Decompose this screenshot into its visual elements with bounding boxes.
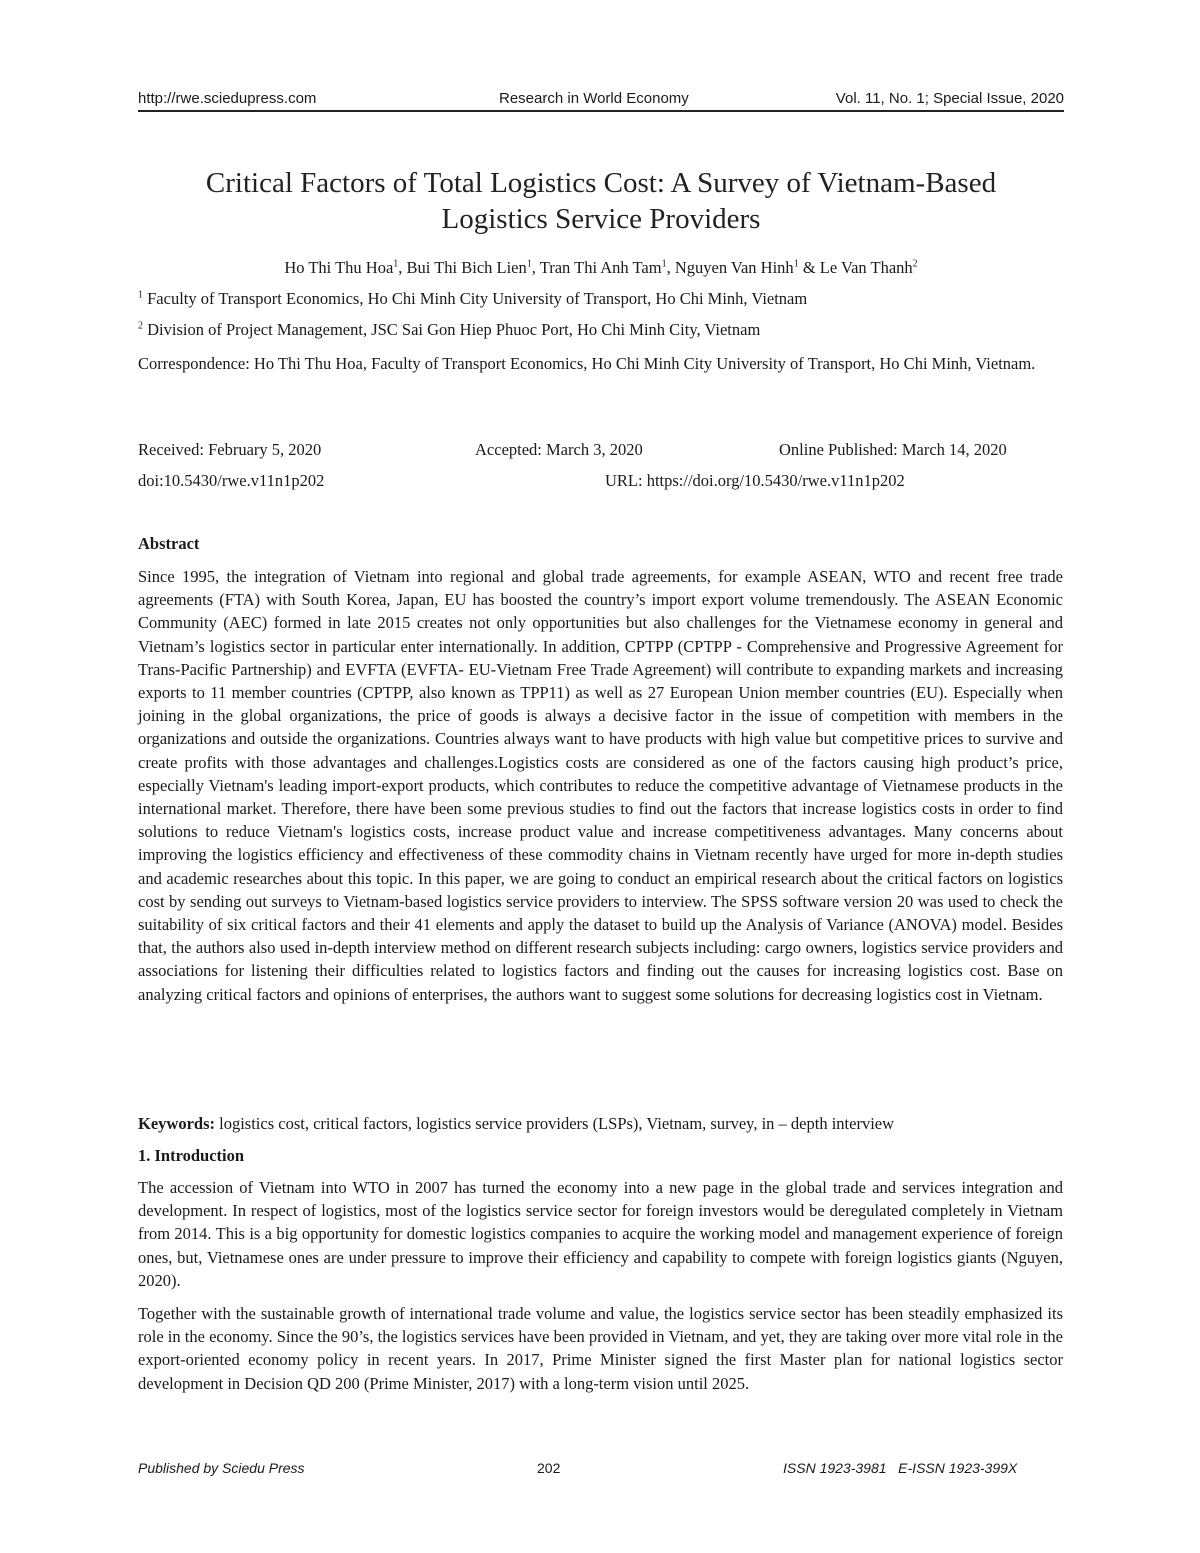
author-affil-mark: 1 xyxy=(661,258,667,270)
running-header xyxy=(138,88,1064,112)
affiliation-1 xyxy=(138,289,807,309)
correspondence: Correspondence: Ho Thi Thu Hoa, Faculty of Transport Economics, Ho Chi Minh City University of Transport, Ho Chi Minh, Vietnam. xyxy=(138,354,1036,373)
author-separator: , xyxy=(666,258,675,277)
author-separator: , xyxy=(398,258,407,277)
author-list xyxy=(138,258,1064,278)
keywords xyxy=(138,1114,894,1134)
author-affil-mark: 1 xyxy=(393,258,399,270)
author: Nguyen Van Hinh xyxy=(674,258,794,277)
affiliation-text: Division of Project Management, JSC Sai Gon Hiep Phuoc Port, Ho Chi Minh City, Vietnam xyxy=(143,320,761,339)
author: Le Van Thanh xyxy=(819,258,913,277)
footer-publisher: Published by Sciedu Press xyxy=(138,1460,305,1476)
author: Bui Thi Bich Lien xyxy=(406,258,527,277)
introduction-paragraph: The accession of Vietnam into WTO in 2007 has turned the economy into a new page in the global trade and services integration and development. In respect of logistics, most of the logistics service sector for foreign investors would be deregulated completely in Vietnam from 2014. This is a big opportunity for domestic logistics companies to acquire the working model and management experience of foreign ones, but, Vietnamese ones are under pressure to improve their efficiency and capability to compete with foreign logistics giants (Nguyen, 2020). xyxy=(138,1178,1063,1290)
received-date: Received: February 5, 2020 xyxy=(138,440,322,459)
page-number: 202 xyxy=(537,1460,561,1476)
accepted-date: Accepted: March 3, 2020 xyxy=(475,440,643,459)
abstract-text: Since 1995, the integration of Vietnam into regional and global trade agreements, for example ASEAN, WTO and recent free trade agreements (FTA) with South Korea, Japan, EU has boosted the country’s import export volume tremendously. The ASEAN Economic Community (AEC) formed in late 2015 creates not only opportunities but also challenges for the Vietnamese economy in general and Vietnam’s logistics sector in particular enter internationally. In addition, CPTPP (CPTPP - Comprehensive and Progressive Agreement for Trans-Pacific Partnership) and EVFTA (EVFTA- EU-Vietnam Free Trade Agreement) will contribute to expanding markets and increasing exports to 11 member countries (CPTPP, also known as TPP11) as well as 27 European Union member countries (EU). Especially when joining in the global organizations, the price of goods is always a decisive factor in the issue of competition with members in the organizations and outside the organizations. Countries always want to have products with high value but competitive prices to survive and create profits with those advantages and challenges.Logistics costs are considered as one of the factors causing high product’s price, especially Vietnam's leading import-export products, which contributes to reduce the competitive advantage of Vietnamese products in the international market. Therefore, there have been some previous studies to find out the factors that increase logistics costs in order to find solutions to reduce Vietnam's logistics costs, increase product value and increase competitiveness advantages. Many concerns about improving the logistics efficiency and effectiveness of these commodity chains in Vietnam recently have urged for more in-depth studies and academic researches about this topic. In this paper, we are going to conduct an empirical research about the critical factors on logistics cost by sending out surveys to Vietnam-based logistics service providers to interview. The SPSS software version 20 was used to check the suitability of six critical factors and their 41 elements and apply the dataset to build up the Analysis of Variance (ANOVA) model. Besides that, the authors also used in-depth interview method on different research subjects including: cargo owners, logistics service providers and associations for listening their difficulties related to logistics factors and finding out the causes for increasing logistics cost. Base on analyzing critical factors and opinions of enterprises, the authors want to suggest some solutions for decreasing logistics cost in Vietnam. xyxy=(138,567,1063,1004)
author-affil-mark: 1 xyxy=(526,258,532,270)
journal-url[interactable]: http://rwe.sciedupress.com xyxy=(138,90,317,107)
affiliation-mark: 2 xyxy=(138,320,143,332)
author-separator: & xyxy=(798,258,820,277)
published-date: Online Published: March 14, 2020 xyxy=(779,440,1007,459)
journal-name: Research in World Economy xyxy=(499,90,689,107)
footer-issn: ISSN 1923-3981 E-ISSN 1923-399X xyxy=(783,1460,1018,1476)
doi-url[interactable]: URL: https://doi.org/10.5430/rwe.v11n1p202 xyxy=(605,471,905,490)
keywords-list: logistics cost, critical factors, logistics service providers (LSPs), Vietnam, survey, in – depth interview xyxy=(215,1114,895,1133)
title-line-2: Logistics Service Providers xyxy=(441,203,761,235)
affiliation-text: Faculty of Transport Economics, Ho Chi Minh City University of Transport, Ho Chi Minh, Vietnam xyxy=(143,289,808,308)
title-line-1: Critical Factors of Total Logistics Cost: A Survey of Vietnam-Based xyxy=(205,167,997,199)
introduction-heading: 1. Introduction xyxy=(138,1146,245,1165)
abstract-heading: Abstract xyxy=(138,534,200,553)
author-affil-mark: 1 xyxy=(793,258,799,270)
paper-title xyxy=(138,165,1064,237)
volume-info: Vol. 11, No. 1; Special Issue, 2020 xyxy=(835,90,1064,107)
author-affil-mark: 2 xyxy=(912,258,918,270)
affiliation-2 xyxy=(138,320,760,340)
affiliation-mark: 1 xyxy=(138,289,143,301)
introduction-paragraph: Together with the sustainable growth of international trade volume and value, the logistics service sector has been steadily emphasized its role in the economy. Since the 90’s, the logistics services have been provided in Vietnam, and yet, they are taking over more vital role in the export-oriented economy policy in recent years. In 2017, Prime Minister signed the first Master plan for national logistics sector development in Decision QD 200 (Prime Minister, 2017) with a long-term vision until 2025. xyxy=(138,1304,1063,1393)
author-separator: , xyxy=(531,258,540,277)
author: Ho Thi Thu Hoa xyxy=(284,258,394,277)
keywords-label: Keywords: xyxy=(138,1114,215,1133)
author: Tran Thi Anh Tam xyxy=(539,258,662,277)
doi[interactable]: doi:10.5430/rwe.v11n1p202 xyxy=(138,471,325,490)
